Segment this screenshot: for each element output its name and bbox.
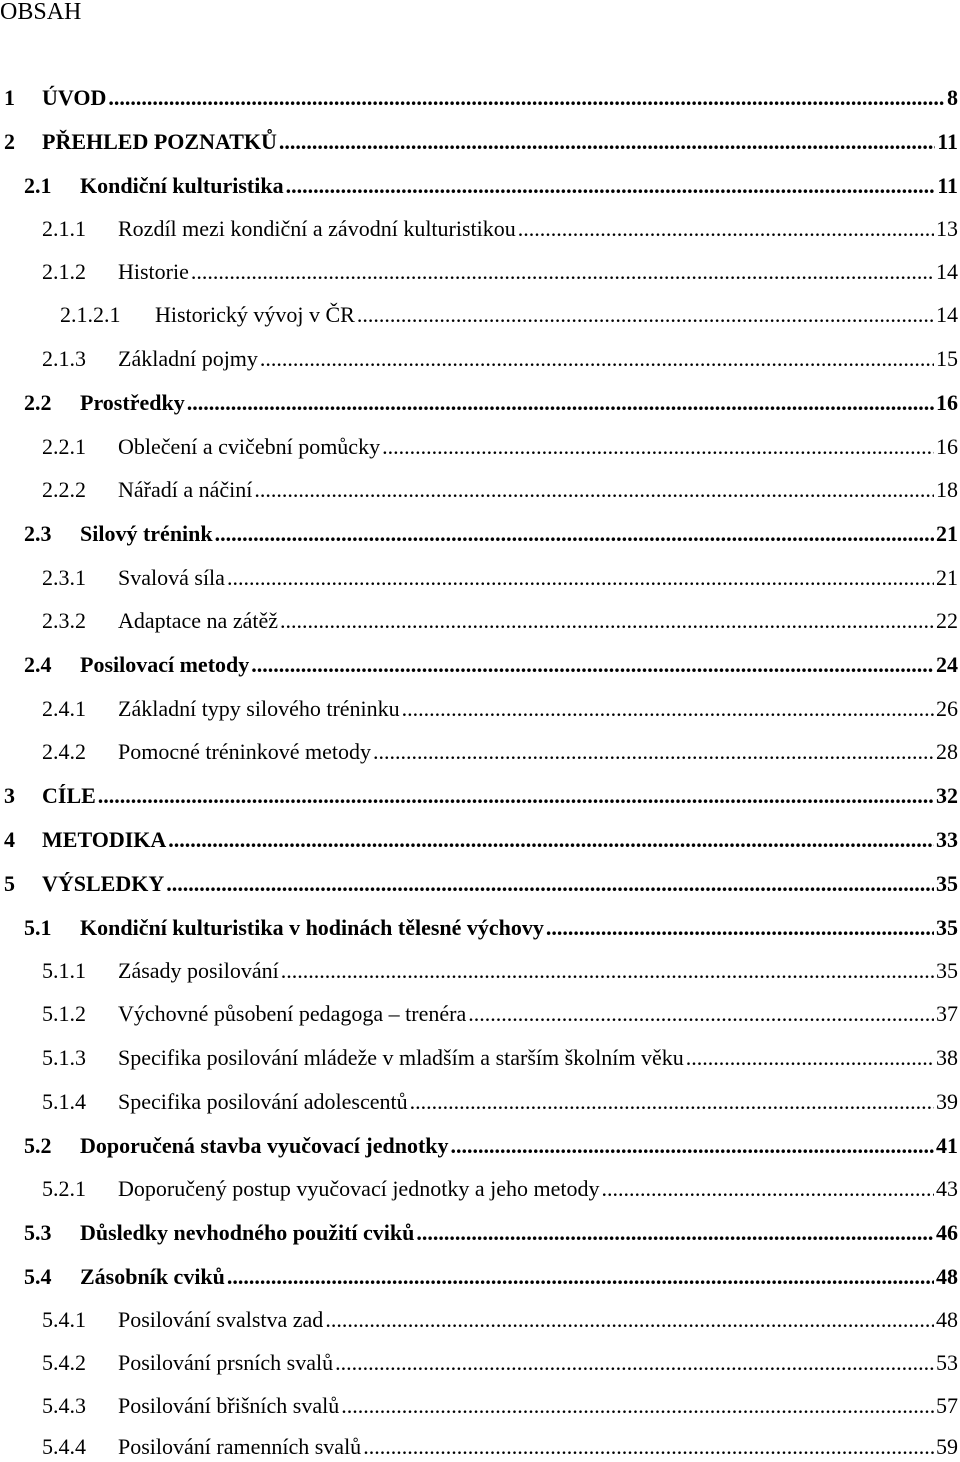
toc-entry[interactable] <box>60 300 958 330</box>
toc-entry-title: VÝSLEDKY <box>42 871 165 896</box>
toc-entry-title: Zásobník cviků <box>80 1264 225 1289</box>
dot-leader <box>410 1087 934 1117</box>
toc-entry-number: 2.1.2 <box>42 259 86 284</box>
toc-entry-title: Doporučená stavba vyučovací jednotky <box>80 1133 449 1158</box>
dot-leader <box>227 563 934 593</box>
toc-entry[interactable] <box>4 127 958 157</box>
toc-entry-page: 16 <box>936 390 958 415</box>
toc-entry-page: 22 <box>936 608 958 633</box>
dot-leader <box>382 432 934 462</box>
toc-entry-page: 14 <box>936 302 958 327</box>
toc-entry-title: Prostředky <box>80 390 185 415</box>
toc-entry-number: 2.2.1 <box>42 434 86 459</box>
dot-leader <box>686 1043 934 1073</box>
toc-entry[interactable] <box>42 956 958 986</box>
toc-entry-page: 53 <box>936 1350 958 1375</box>
dot-leader <box>187 388 934 418</box>
toc-entry[interactable] <box>4 83 958 113</box>
toc-entry[interactable] <box>24 519 958 549</box>
toc-entry[interactable] <box>24 388 958 418</box>
toc-entry-title: Specifika posilování mládeže v mladším a starším školním věku <box>118 1045 684 1070</box>
toc-entry-page: 35 <box>936 871 958 896</box>
toc-entry[interactable] <box>24 650 958 680</box>
toc-entry-page: 21 <box>936 565 958 590</box>
toc-entry-page: 28 <box>936 739 958 764</box>
dot-leader <box>546 913 934 943</box>
dot-leader <box>451 1131 934 1161</box>
toc-entry-page: 43 <box>936 1176 958 1201</box>
toc-entry[interactable] <box>24 913 958 943</box>
toc-entry-page: 13 <box>936 216 958 241</box>
toc-entry-title: ÚVOD <box>42 85 107 110</box>
toc-entry[interactable] <box>24 1262 958 1292</box>
dot-leader <box>601 1174 934 1204</box>
toc-entry[interactable] <box>24 1218 958 1248</box>
toc-entry-number: 5.2.1 <box>42 1176 86 1201</box>
toc-entry-title: Svalová síla <box>118 565 225 590</box>
dot-leader <box>341 1391 934 1421</box>
toc-entry-number: 5.4.2 <box>42 1350 86 1375</box>
toc-entry-number: 5 <box>4 871 15 896</box>
toc-entry-number: 5.1 <box>24 915 52 940</box>
toc-entry-page: 35 <box>936 958 958 983</box>
toc-entry-number: 2.4.1 <box>42 696 86 721</box>
toc-entry-number: 2.3.2 <box>42 608 86 633</box>
dot-leader <box>168 825 934 855</box>
toc-entry-title: Adaptace na zátěž <box>118 608 278 633</box>
toc-entry-number: 2.2 <box>24 390 52 415</box>
dot-leader <box>281 956 934 986</box>
toc-entry-number: 2.2.2 <box>42 477 86 502</box>
toc-entry[interactable] <box>42 563 958 593</box>
dot-leader <box>251 650 934 680</box>
toc-entry-page: 41 <box>936 1133 958 1158</box>
dot-leader <box>166 869 934 899</box>
toc-entry-number: 2 <box>4 129 15 154</box>
toc-entry-number: 4 <box>4 827 15 852</box>
toc-entry[interactable] <box>42 694 958 724</box>
toc-entry[interactable] <box>42 344 958 374</box>
toc-entry[interactable] <box>24 171 958 201</box>
toc-entry-number: 2.1.1 <box>42 216 86 241</box>
toc-entry-page: 16 <box>936 434 958 459</box>
toc-entry-page: 11 <box>937 129 958 154</box>
toc-entry-page: 38 <box>936 1045 958 1070</box>
toc-entry-title: Historie <box>118 259 189 284</box>
dot-leader <box>260 344 934 374</box>
toc-entry-number: 3 <box>4 783 15 808</box>
toc-entry-number: 2.1 <box>24 173 52 198</box>
toc-entry-number: 2.1.2.1 <box>60 302 121 327</box>
toc-heading: OBSAH <box>0 0 82 25</box>
dot-leader <box>325 1305 934 1335</box>
toc-entry-title: Výchovné působení pedagoga – trenéra <box>118 1001 467 1026</box>
toc-entry-title: Pomocné tréninkové metody <box>118 739 371 764</box>
toc-entry-title: Důsledky nevhodného použití cviků <box>80 1220 415 1245</box>
toc-entry-number: 2.4 <box>24 652 52 677</box>
toc-entry-title: Nářadí a náčiní <box>118 477 253 502</box>
toc-entry[interactable] <box>42 1348 958 1378</box>
toc-entry-page: 26 <box>936 696 958 721</box>
toc-entry[interactable] <box>42 1043 958 1073</box>
dot-leader <box>108 83 945 113</box>
toc-entry-page: 32 <box>936 783 958 808</box>
toc-entry-title: Základní pojmy <box>118 346 258 371</box>
dot-leader <box>363 1432 934 1462</box>
dot-leader <box>373 737 934 767</box>
toc-entry[interactable] <box>4 869 958 899</box>
toc-entry[interactable] <box>4 781 958 811</box>
toc-entry-title: Zásady posilování <box>118 958 279 983</box>
toc-entry-page: 18 <box>936 477 958 502</box>
toc-entry-title: Doporučený postup vyučovací jednotky a jeho metody <box>118 1176 600 1201</box>
toc-entry[interactable] <box>42 1305 958 1335</box>
dot-leader <box>280 606 934 636</box>
toc-entry-title: Silový trénink <box>80 521 213 546</box>
toc-entry-number: 5.1.4 <box>42 1089 86 1114</box>
toc-entry-number: 5.1.2 <box>42 1001 86 1026</box>
toc-entry-page: 57 <box>936 1393 958 1418</box>
toc-entry-title: Posilovací metody <box>80 652 250 677</box>
toc-entry[interactable] <box>42 1432 958 1462</box>
dot-leader <box>279 127 935 157</box>
toc-entry-page: 59 <box>936 1434 958 1459</box>
toc-entry-page: 14 <box>936 259 958 284</box>
toc-entry[interactable] <box>42 737 958 767</box>
toc-entry-title: METODIKA <box>42 827 167 852</box>
toc-entry-number: 2.4.2 <box>42 739 86 764</box>
toc-entry[interactable] <box>42 606 958 636</box>
toc-entry-number: 5.4.1 <box>42 1307 86 1332</box>
toc-entry-page: 35 <box>936 915 958 940</box>
toc-entry-number: 5.3 <box>24 1220 52 1245</box>
toc-entry-page: 46 <box>936 1220 958 1245</box>
toc-entry[interactable] <box>42 475 958 505</box>
dot-leader <box>98 781 934 811</box>
toc-entry-number: 5.4.3 <box>42 1393 86 1418</box>
toc-entry-title: Kondiční kulturistika <box>80 173 284 198</box>
dot-leader <box>227 1262 934 1292</box>
toc-entry-title: PŘEHLED POZNATKŮ <box>42 129 277 154</box>
toc-entry-page: 33 <box>936 827 958 852</box>
toc-entry-title: Rozdíl mezi kondiční a závodní kulturistikou <box>118 216 516 241</box>
toc-entry-number: 5.4.4 <box>42 1434 86 1459</box>
toc-entry[interactable] <box>42 1174 958 1204</box>
toc-entry[interactable] <box>42 432 958 462</box>
toc-entry-number: 1 <box>4 85 15 110</box>
toc-entry-number: 5.2 <box>24 1133 52 1158</box>
toc-entry[interactable] <box>42 1087 958 1117</box>
dot-leader <box>286 171 936 201</box>
toc-entry-page: 15 <box>936 346 958 371</box>
toc-entry-page: 39 <box>936 1089 958 1114</box>
dot-leader <box>215 519 934 549</box>
dot-leader <box>518 214 934 244</box>
toc-entry-title: Posilování svalstva zad <box>118 1307 324 1332</box>
toc-entry-title: Posilování ramenních svalů <box>118 1434 362 1459</box>
toc-entry-title: Posilování prsních svalů <box>118 1350 334 1375</box>
toc-entry-page: 21 <box>936 521 958 546</box>
toc-entry-title: Posilování břišních svalů <box>118 1393 340 1418</box>
toc-entry-page: 37 <box>936 1001 958 1026</box>
dot-leader <box>191 257 934 287</box>
toc-entry-page: 48 <box>936 1307 958 1332</box>
dot-leader <box>254 475 934 505</box>
toc-entry-title: Základní typy silového tréninku <box>118 696 400 721</box>
toc-entry-number: 2.1.3 <box>42 346 86 371</box>
toc-entry-title: CÍLE <box>42 783 96 808</box>
toc-entry-number: 2.3.1 <box>42 565 86 590</box>
toc-entry-number: 5.1.1 <box>42 958 86 983</box>
toc-entry[interactable] <box>42 257 958 287</box>
dot-leader <box>357 300 934 330</box>
dot-leader <box>468 999 934 1029</box>
toc-entry-title: Oblečení a cvičební pomůcky <box>118 434 381 459</box>
toc-entry-page: 48 <box>936 1264 958 1289</box>
toc-entry[interactable] <box>24 1131 958 1161</box>
toc-entry-page: 24 <box>936 652 958 677</box>
toc-entry[interactable] <box>4 825 958 855</box>
dot-leader <box>416 1218 934 1248</box>
toc-entry[interactable] <box>42 214 958 244</box>
toc-entry-number: 5.4 <box>24 1264 52 1289</box>
toc-entry[interactable] <box>42 999 958 1029</box>
toc-entry-title: Specifika posilování adolescentů <box>118 1089 408 1114</box>
toc-entry-number: 5.1.3 <box>42 1045 86 1070</box>
toc-entry-number: 2.3 <box>24 521 52 546</box>
toc-entry-title: Kondiční kulturistika v hodinách tělesné výchovy <box>80 915 544 940</box>
toc-entry-page: 8 <box>947 85 958 110</box>
toc-entry[interactable] <box>42 1391 958 1421</box>
toc-entry-title: Historický vývoj v ČR <box>155 302 355 327</box>
dot-leader <box>335 1348 934 1378</box>
dot-leader <box>402 694 934 724</box>
toc-entry-page: 11 <box>937 173 958 198</box>
